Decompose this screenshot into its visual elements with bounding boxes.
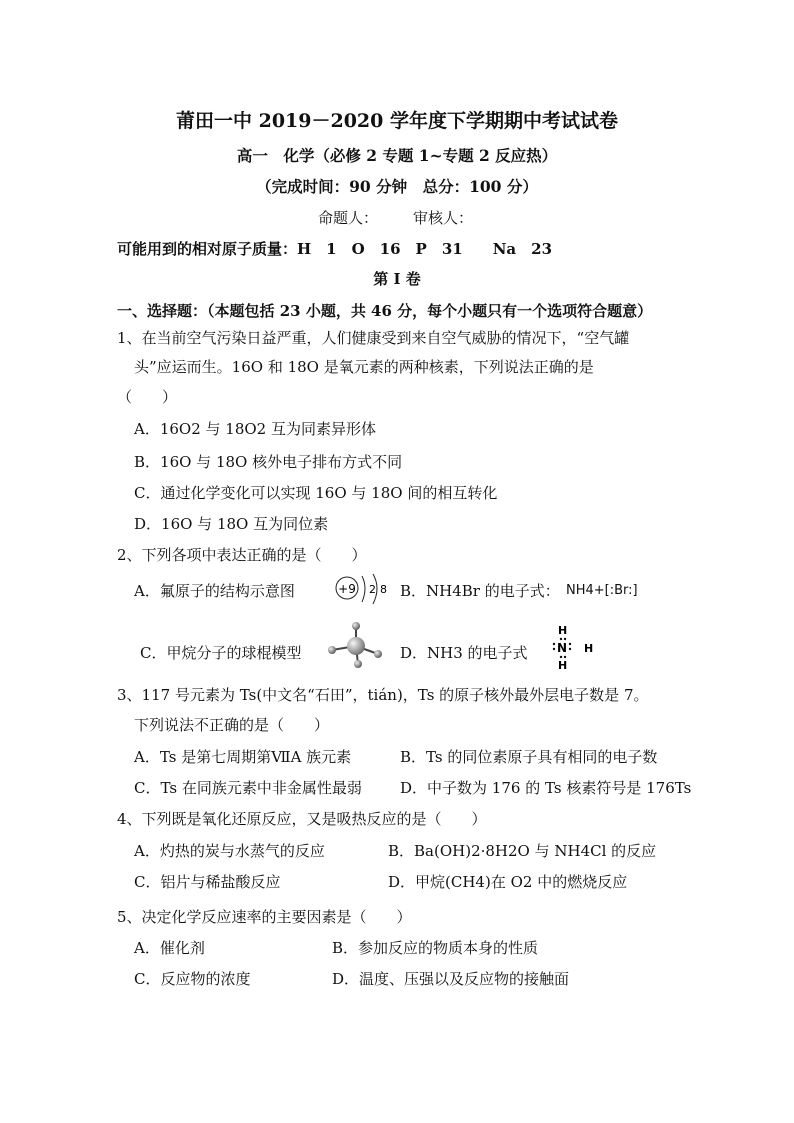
q3-line1: 3、117 号元素为 Ts(中文名“石田”，tián)，Ts 的原子核外最外层电子数是 7。 <box>117 686 649 704</box>
q1-option-a[interactable]: A．16O2 与 18O2 互为同素异形体 <box>134 420 376 438</box>
nh3-h-right: H <box>584 642 594 655</box>
methane-ball-stick-model <box>322 620 392 670</box>
q3-line2: 下列说法不正确的是（ ） <box>134 716 330 734</box>
f-nucleus: +9 <box>338 582 356 596</box>
q1-line1: 1、在当前空气污染日益严重，人们健康受到来自空气威胁的情况下，“空气罐 <box>117 329 630 347</box>
q2-option-a[interactable]: A．氟原子的结构示意图 <box>134 582 295 600</box>
q3-option-c[interactable]: C．Ts 在同族元素中非金属性最弱 <box>134 779 362 797</box>
nh3-electron-formula <box>552 622 602 672</box>
q2-option-c[interactable]: C．甲烷分子的球棍模型 <box>140 644 302 662</box>
f-shell2: 8 <box>380 583 387 596</box>
nh4br-electron-formula: NH4+[:Br:] <box>566 583 638 598</box>
time-info: （完成时间：90 分钟 总分：100 分） <box>256 177 538 196</box>
f-shell1: 2 <box>369 583 376 596</box>
q1-line2: 头”应运而生。16O 和 18O 是氧元素的两种核素，下列说法正确的是 <box>134 358 594 376</box>
exam-title: 莆田一中 2019－2020 学年度下学期期中考试试卷 <box>176 110 618 132</box>
exam-subtitle: 高一 化学（必修 2 专题 1~专题 2 反应热） <box>236 146 558 165</box>
q3-option-a[interactable]: A．Ts 是第七周期第ⅦA 族元素 <box>134 748 352 766</box>
nh3-h-bottom: H <box>558 659 568 672</box>
nh3-n: N <box>557 641 568 655</box>
q5-option-a[interactable]: A．催化剂 <box>134 939 205 957</box>
q5-option-c[interactable]: C．反应物的浓度 <box>134 970 251 988</box>
atomic-mass-line: 可能用到的相对原子质量：H 1 O 16 P 31 Na 23 <box>117 240 553 258</box>
q1-option-b[interactable]: B．16O 与 18O 核外电子排布方式不同 <box>134 453 403 471</box>
q2-option-d[interactable]: D．NH3 的电子式 <box>400 644 528 662</box>
q4-option-b[interactable]: B．Ba(OH)2·8H2O 与 NH4Cl 的反应 <box>388 842 657 860</box>
q4-option-c[interactable]: C．铝片与稀盐酸反应 <box>134 873 281 891</box>
q5-option-d[interactable]: D．温度、压强以及反应物的接触面 <box>332 970 570 988</box>
fluorine-structure-diagram <box>334 570 388 610</box>
q3-option-b[interactable]: B．Ts 的同位素原子具有相同的电子数 <box>400 748 658 766</box>
volume-label: 第 I 卷 <box>373 270 421 288</box>
q4-line1: 4、下列既是氧化还原反应，又是吸热反应的是（ ） <box>117 810 487 828</box>
q2-option-b[interactable]: B．NH4Br 的电子式： <box>400 582 560 600</box>
q4-option-d[interactable]: D．甲烷(CH4)在 O2 中的燃烧反应 <box>388 873 628 891</box>
section-heading: 一、选择题：（本题包括 23 小题，共 46 分，每个小题只有一个选项符合题意） <box>117 302 653 320</box>
q5-option-b[interactable]: B．参加反应的物质本身的性质 <box>332 939 539 957</box>
reviewer-label: 审核人： <box>413 209 474 227</box>
author-label: 命题人： <box>318 209 379 227</box>
nh3-h-top: H <box>558 624 568 637</box>
q1-option-c[interactable]: C．通过化学变化可以实现 16O 与 18O 间的相互转化 <box>134 484 498 502</box>
q5-line1: 5、决定化学反应速率的主要因素是（ ） <box>117 908 412 926</box>
q1-line3: （ ） <box>117 388 178 406</box>
q3-option-d[interactable]: D．中子数为 176 的 Ts 核素符号是 176Ts <box>400 779 692 797</box>
q4-option-a[interactable]: A．灼热的炭与水蒸气的反应 <box>134 842 325 860</box>
q2-line1: 2、下列各项中表达正确的是（ ） <box>117 546 367 564</box>
q1-option-d[interactable]: D．16O 与 18O 互为同位素 <box>134 515 329 533</box>
